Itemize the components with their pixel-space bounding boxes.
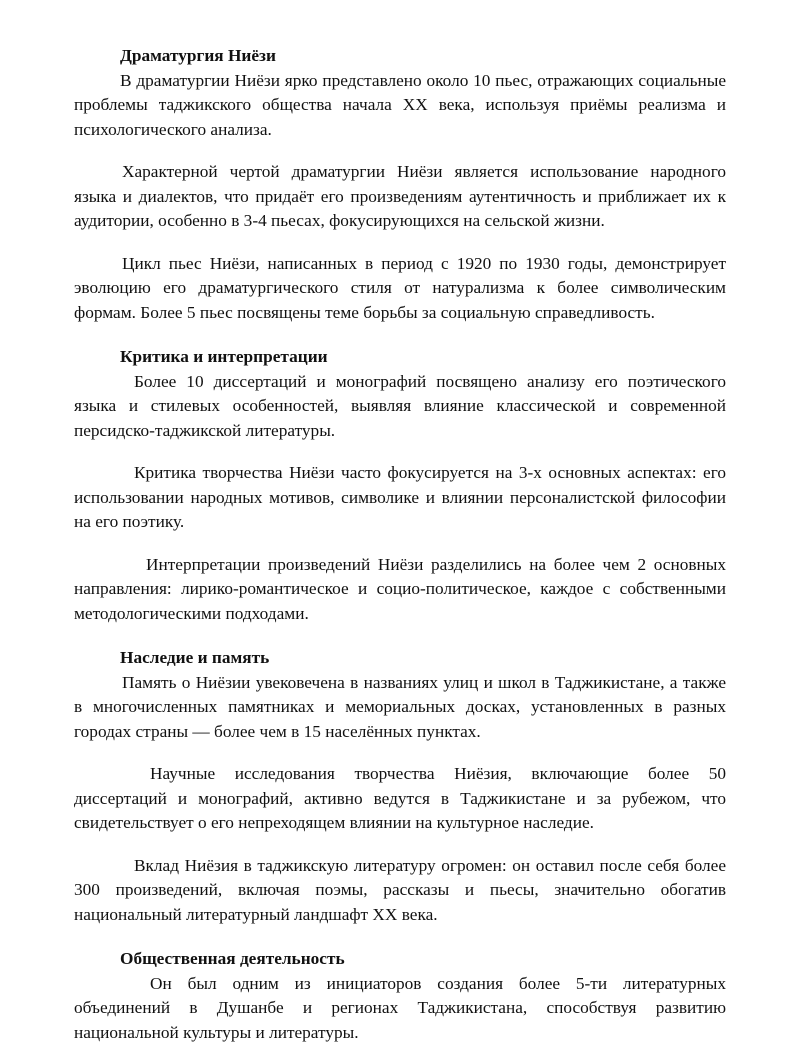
section-heading-public-activity: Общественная деятельность [120,947,726,972]
section-heading-dramaturgy: Драматургия Ниёзи [120,44,726,69]
paragraph: Научные исследования творчества Ниёзия, включающие более 50 диссертаций и монографий, активно ведутся в Таджикистане и за рубежом, что свидетельствует о его непреходящем влиянии на культурное наследие. [74,762,726,836]
document-page [74,44,726,1045]
paragraph: Цикл пьес Ниёзи, написанных в период с 1920 по 1930 годы, демонстрирует эволюцию его драматургического стиля от натурализма к более символическим формам. Более 5 пьес посвящены теме борьбы за социальную справедливость. [74,252,726,326]
paragraph: Характерной чертой драматургии Ниёзи является использование народного языка и диалектов, что придаёт его произведениям аутентичность и приближает их к аудитории, особенно в 3-4 пьесах, фокусирующихся на сельской жизни. [74,160,726,234]
paragraph: В драматургии Ниёзи ярко представлено около 10 пьес, отражающих социальные проблемы таджикского общества начала XX века, используя приёмы реализма и психологического анализа. [74,69,726,143]
paragraph: Вклад Ниёзия в таджикскую литературу огромен: он оставил после себя более 300 произведений, включая поэмы, рассказы и пьесы, значительно обогатив национальный литературный ландшафт XX века. [74,854,726,928]
paragraph: Интерпретации произведений Ниёзи разделились на более чем 2 основных направления: лирико-романтическое и социо-политическое, каждое с собственными методологическими подходами. [74,553,726,627]
paragraph: Память о Ниёзии увековечена в названиях улиц и школ в Таджикистане, а также в многочисленных памятниках и мемориальных досках, установленных в разных городах страны — более чем в 15 населённых пунктах. [74,671,726,745]
paragraph: Более 10 диссертаций и монографий посвящено анализу его поэтического языка и стилевых особенностей, выявляя влияние классической и современной персидско-таджикской литературы. [74,370,726,444]
section-heading-criticism: Критика и интерпретации [120,345,726,370]
paragraph: Критика творчества Ниёзи часто фокусируется на 3-х основных аспектах: его использовании народных мотивов, символике и влиянии персоналистской философии на его поэтику. [74,461,726,535]
section-heading-legacy: Наследие и память [120,646,726,671]
paragraph: Он был одним из инициаторов создания более 5-ти литературных объединений в Душанбе и регионах Таджикистана, способствуя развитию национальной культуры и литературы. [74,972,726,1045]
